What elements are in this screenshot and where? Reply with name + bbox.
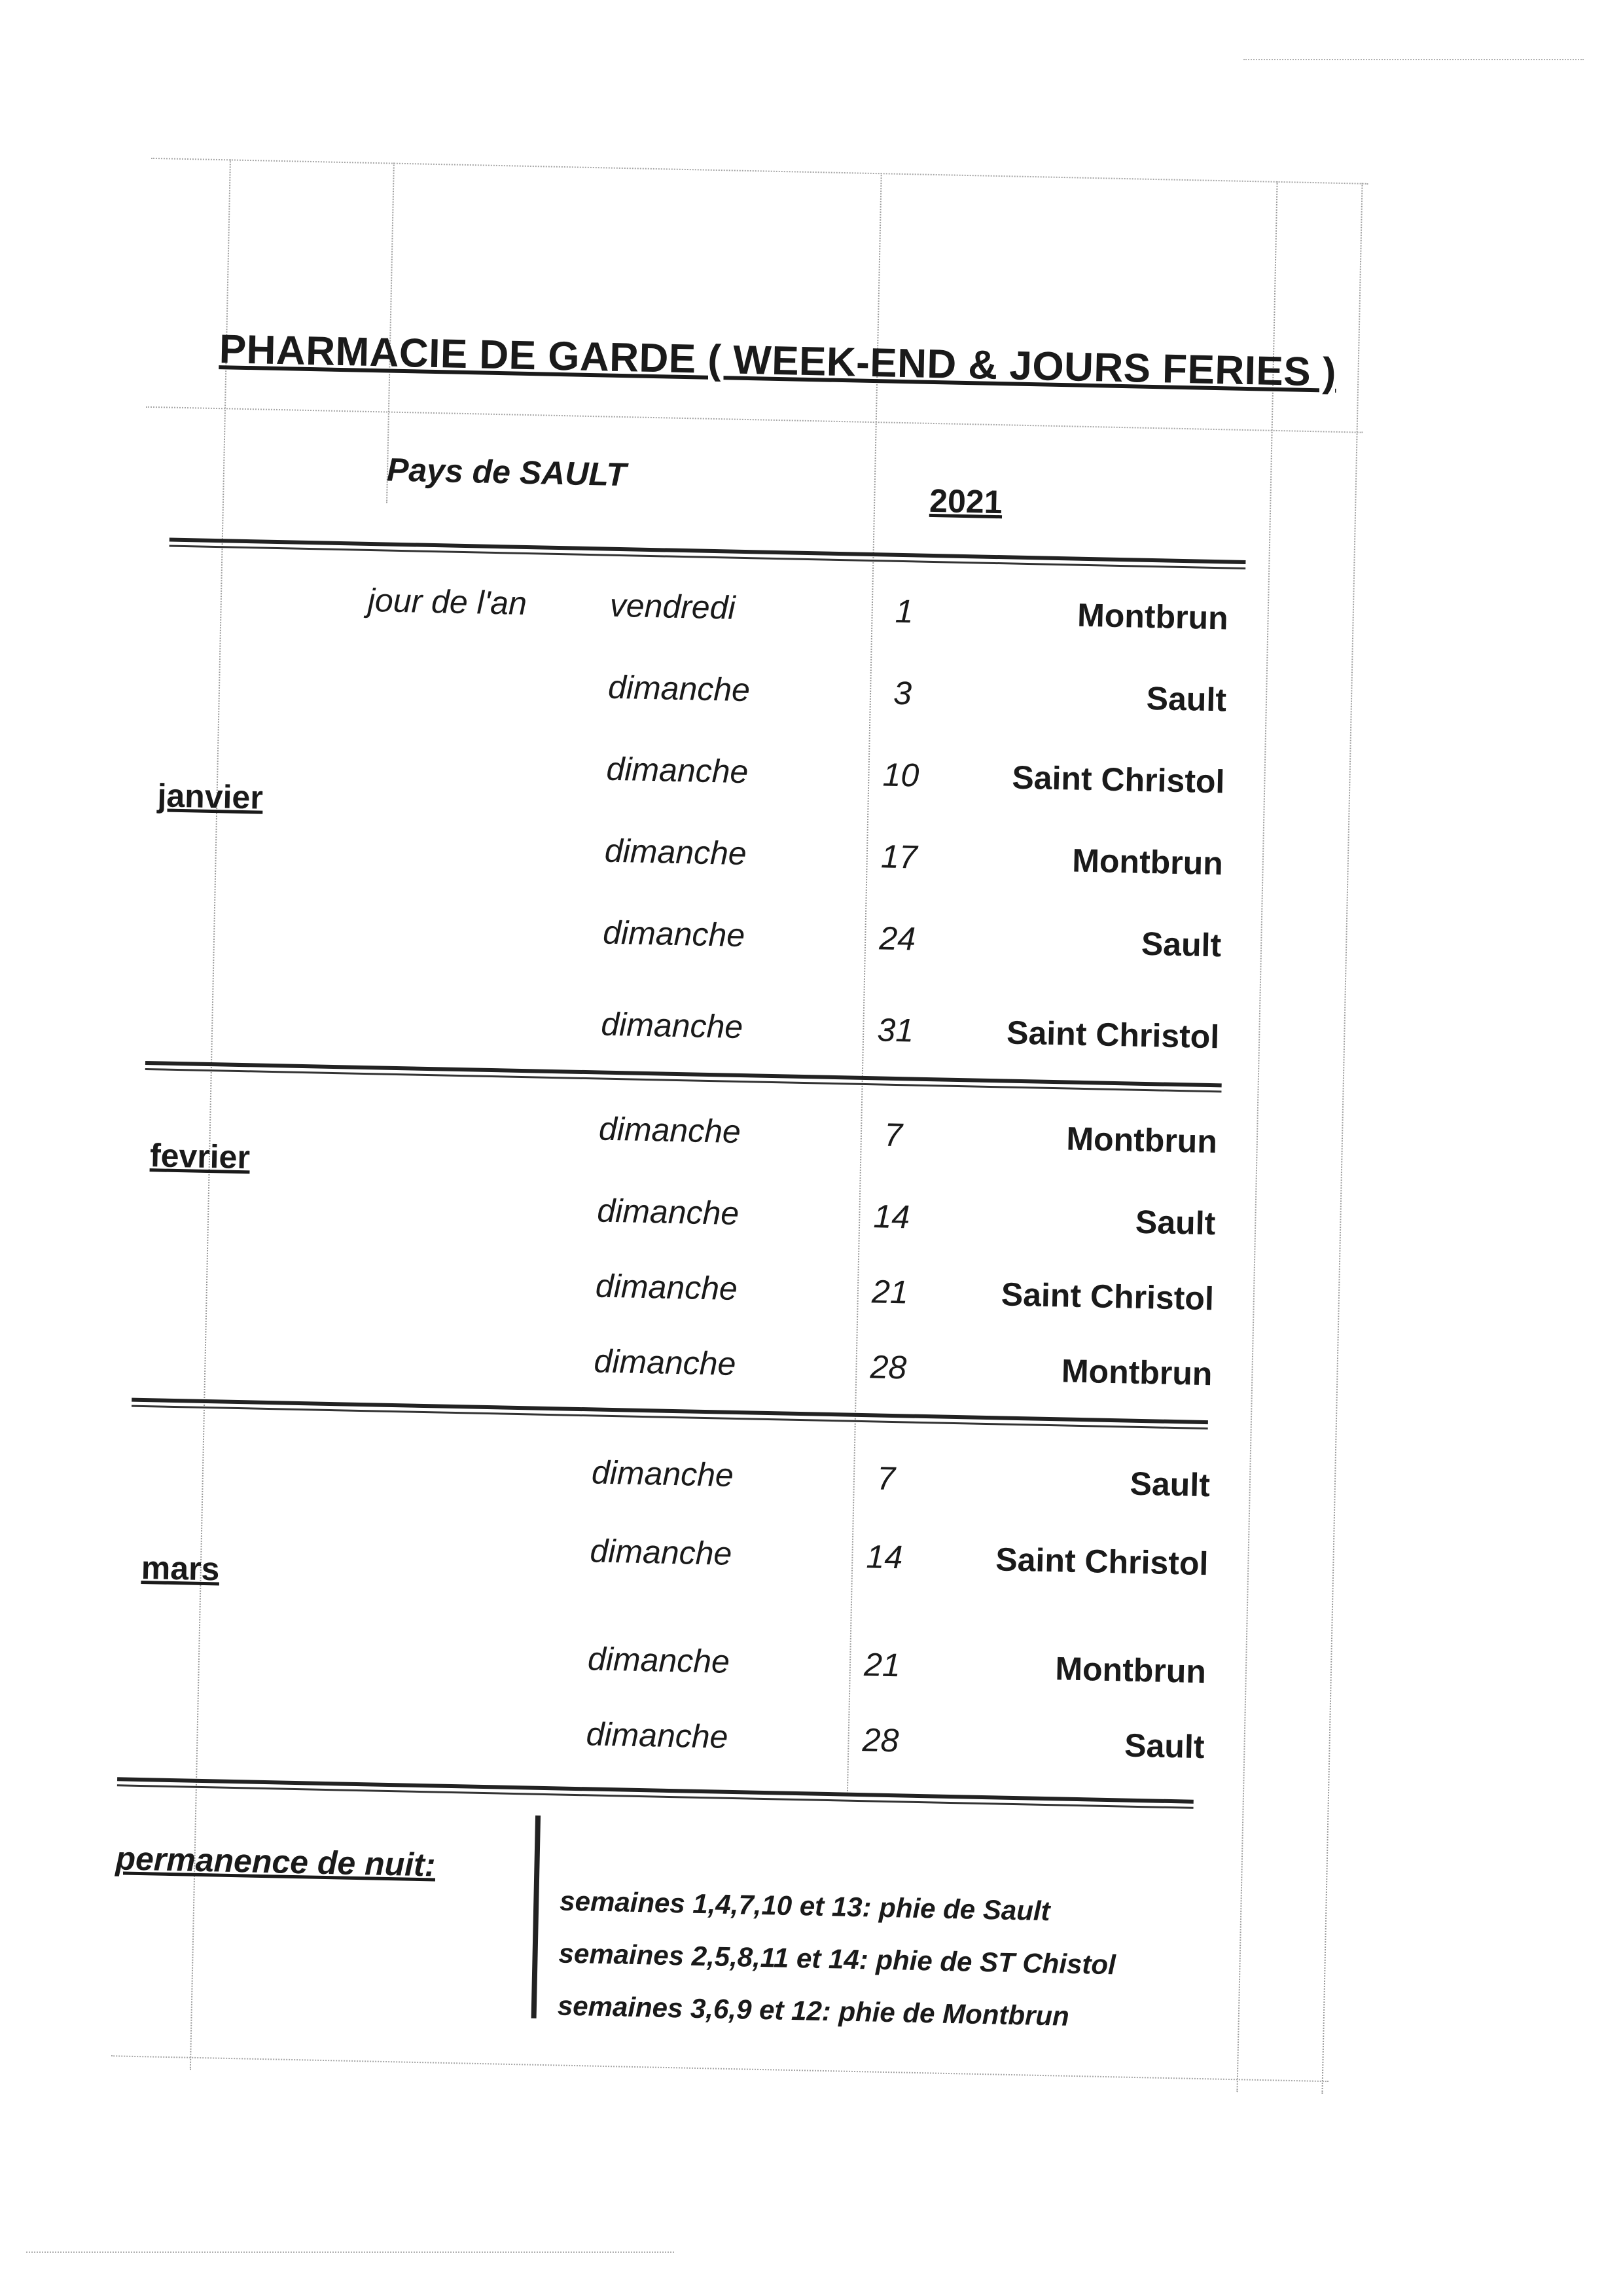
pharmacy-name: Sault — [1130, 1465, 1211, 1504]
day-number: 21 — [863, 1646, 901, 1684]
day-number: 14 — [872, 1198, 910, 1236]
weekday: dimanche — [598, 1110, 741, 1151]
day-number: 17 — [880, 838, 918, 876]
weekday: dimanche — [595, 1267, 738, 1307]
day-number: 28 — [862, 1721, 899, 1759]
grid-line — [146, 406, 1363, 433]
weekday: dimanche — [594, 1342, 736, 1382]
schedule-row — [123, 1443, 1211, 1532]
weekday: dimanche — [587, 1640, 730, 1680]
weekday: dimanche — [606, 750, 749, 791]
day-number: 24 — [878, 920, 916, 958]
document-title: PHARMACIE DE GARDE ( WEEK-END & JOURS FERIES ) — [219, 327, 1337, 395]
weekday: dimanche — [600, 1005, 743, 1046]
pharmacy-name: Sault — [1124, 1727, 1205, 1766]
weekday: vendredi — [609, 586, 736, 626]
schedule-row — [139, 658, 1227, 747]
holiday-name: jour de l'an — [367, 581, 527, 622]
pharmacy-name: Sault — [1146, 679, 1227, 719]
night-duty-divider — [531, 1816, 541, 2018]
day-number: 21 — [871, 1273, 909, 1311]
weekday: dimanche — [586, 1715, 729, 1755]
weekday: dimanche — [602, 914, 745, 954]
month-label: fevrier — [149, 1137, 251, 1176]
night-duty-line: semaines 1,4,7,10 et 13: phie de Sault — [559, 1885, 1051, 1927]
region-label: Pays de SAULT — [386, 451, 627, 493]
schedule-row — [128, 1182, 1216, 1270]
weekday: dimanche — [589, 1532, 732, 1572]
night-duty-list — [557, 1875, 1117, 2044]
grid-line — [1236, 181, 1277, 2092]
night-duty-line: semaines 2,5,8,11 et 14: phie de ST Chistol — [558, 1937, 1116, 1981]
day-number: 1 — [895, 592, 914, 630]
section-rule — [169, 538, 1246, 569]
night-duty-line: semaines 3,6,9 et 12: phie de Montbrun — [557, 1990, 1070, 2032]
day-number: 31 — [876, 1011, 914, 1049]
day-number: 14 — [866, 1538, 903, 1576]
pharmacy-name: Montbrun — [1077, 596, 1229, 637]
schedule-row — [119, 1630, 1207, 1718]
pharmacy-name: Saint Christol — [1006, 1014, 1220, 1056]
schedule-row — [127, 1257, 1215, 1345]
pharmacy-name: Sault — [1135, 1203, 1216, 1242]
weekday: dimanche — [607, 668, 751, 709]
pharmacy-name: Saint Christol — [1011, 759, 1225, 800]
month-label: janvier — [156, 777, 264, 816]
bottom-margin-dots — [26, 2251, 674, 2253]
pharmacy-name: Montbrun — [1054, 1650, 1207, 1691]
schedule-row — [141, 577, 1228, 665]
schedule-row — [136, 822, 1224, 910]
pharmacy-name: Montbrun — [1071, 842, 1224, 882]
schedule-row — [134, 904, 1222, 992]
weekday: dimanche — [604, 832, 747, 872]
night-duty-label: permanence de nuit: — [115, 1840, 437, 1884]
pharmacy-name: Montbrun — [1065, 1120, 1218, 1160]
schedule-row — [130, 1100, 1218, 1189]
day-number: 3 — [893, 674, 912, 712]
top-margin-dots — [1243, 59, 1584, 60]
day-number: 10 — [882, 756, 919, 794]
grid-line — [1321, 183, 1363, 2094]
weekday: dimanche — [591, 1454, 734, 1494]
grid-line — [151, 158, 1368, 185]
weekday: dimanche — [596, 1192, 740, 1232]
year-label: 2021 — [929, 482, 1003, 521]
month-label: mars — [141, 1549, 220, 1588]
day-number: 28 — [870, 1348, 907, 1386]
schedule-sheet — [111, 158, 1368, 2107]
pharmacy-name: Saint Christol — [1001, 1276, 1215, 1318]
grid-line — [111, 2055, 1329, 2082]
day-number: 7 — [883, 1116, 903, 1154]
day-number: 7 — [876, 1460, 896, 1498]
pharmacy-name: Montbrun — [1061, 1352, 1213, 1393]
pharmacy-name: Saint Christol — [995, 1541, 1209, 1583]
pharmacy-name: Sault — [1141, 925, 1222, 964]
schedule-row — [121, 1522, 1209, 1610]
schedule-row — [137, 740, 1225, 829]
